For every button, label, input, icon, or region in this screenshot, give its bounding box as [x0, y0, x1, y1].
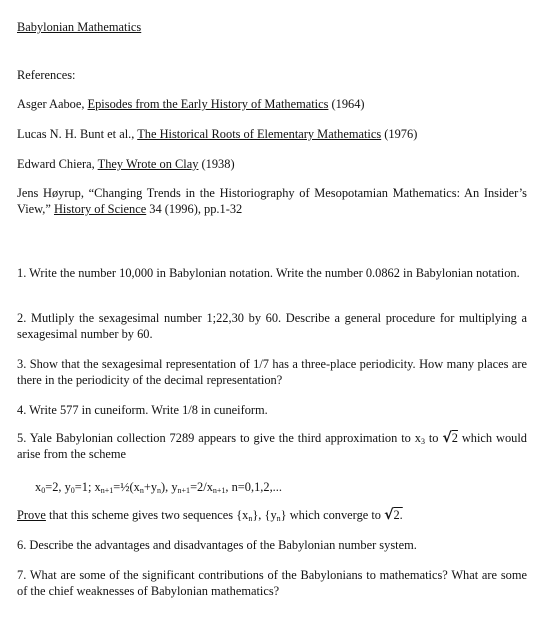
reference-author: Edward Chiera,: [17, 157, 98, 171]
question-5-text: to: [424, 431, 443, 445]
reference-author: Lucas N. H. Bunt et al.,: [17, 127, 138, 141]
reference-title: Episodes from the Early History of Mathematics: [87, 97, 329, 111]
reference-item: [17, 126, 417, 142]
reference-title: They Wrote on Clay: [97, 157, 199, 171]
reference-title: History of Science: [53, 202, 147, 216]
question-3: 3. Show that the sexagesimal representation of 1/7 has a three-place periodicity. How many places are there in the periodicity of the decimal representation?: [17, 357, 527, 387]
reference-year: (1938): [198, 157, 235, 171]
prove-statement: Prove that this scheme gives two sequences $\{x_n\}$, $\{y_n\}$ which converge to √2.: [17, 507, 403, 523]
question-1: 1. Write the number 10,000 in Babylonian notation. Write the number 0.0862 in Babylonian notation.: [17, 266, 520, 280]
document-title: Babylonian Mathematics: [17, 20, 142, 34]
reference-title: The Historical Roots of Elementary Mathematics: [137, 127, 382, 141]
reference-year: 34 (1996), pp.1-32: [146, 202, 243, 216]
recurrence-scheme: $x_0=2$, $y_0=1$; $x_{n+1}=\frac{1}{2}(x_n+y_n)$, $y_{n+1}=2/x_{n+1}$, n=0,1,2,...: [35, 480, 282, 495]
question-4: 4. Write 577 in cuneiform. Write 1/8 in cuneiform.: [17, 403, 268, 417]
sqrt-icon: √: [442, 430, 452, 446]
reference-year: (1964): [328, 97, 365, 111]
reference-item: [17, 96, 365, 112]
reference-author: Jens Høyrup, “Changing Trends in the Historiography of Mesopotamian Mathematics: An Insider’s View,”: [17, 186, 527, 216]
question-7: 7. What are some of the significant contributions of the Babylonians to mathematics? What are some of the chief weaknesses of Babylonian mathematics?: [17, 568, 527, 598]
sqrt-icon: √: [384, 507, 394, 523]
reference-item: [17, 156, 235, 172]
question-5: [17, 430, 527, 462]
question-5-text: 5. Yale Babylonian collection 7289 appears to give the third approximation to x: [17, 431, 421, 445]
prove-label: Prove: [17, 508, 46, 522]
subscript: 3: [420, 437, 425, 446]
question-6: 6. Describe the advantages and disadvantages of the Babylonian number system.: [17, 538, 417, 552]
question-5-text: which would arise from the scheme: [17, 431, 528, 461]
references-heading: References:: [17, 68, 76, 82]
reference-author: Asger Aaboe,: [17, 97, 88, 111]
reference-year: (1976): [381, 127, 418, 141]
question-2: 2. Mutliply the sexagesimal number 1;22,30 by 60. Describe a general procedure for multiplying a sexagesimal number by 60.: [17, 311, 527, 341]
radicand: 2.: [393, 508, 403, 522]
radicand: 2: [451, 431, 458, 445]
reference-item: [17, 185, 527, 217]
